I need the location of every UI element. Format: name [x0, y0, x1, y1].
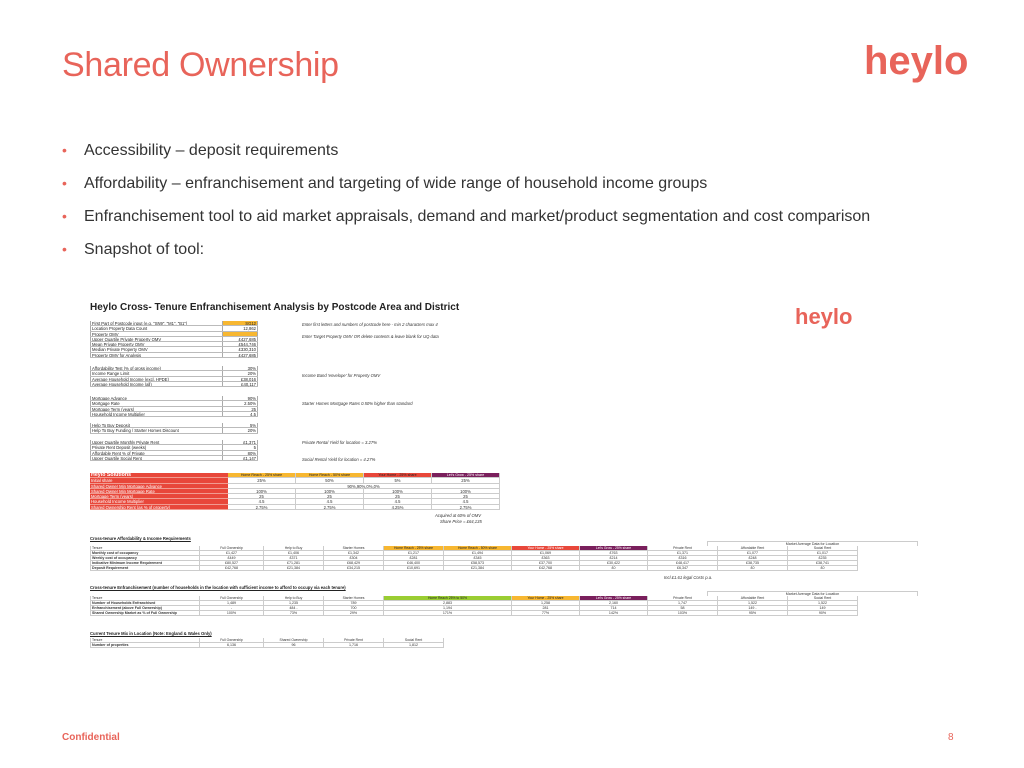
enfranchisement-section-title: Cross-tenure Enfranchisement (number of households in the location with sufficient income to afford to occupy via each tenure) [90, 585, 346, 590]
solutions-title: Heylo Solutions [90, 473, 228, 478]
row-value: £1,147 [222, 456, 258, 460]
cell: 1,747 [648, 601, 718, 605]
cell: Deposit Requirement [90, 566, 200, 570]
cell: 1,258 [512, 601, 580, 605]
row-label: Private Rent Deposit (weeks) [90, 445, 222, 449]
cell: 103% [648, 611, 718, 615]
solutions-note: Share Price = £64,135 [440, 519, 482, 524]
table-row [90, 412, 258, 417]
cell: £281 [384, 556, 444, 560]
cell: 6,136 [200, 643, 264, 647]
row-value: 5% [222, 423, 258, 427]
row-label: Income Range Limit [90, 371, 222, 375]
column-header: Social Rent [788, 546, 858, 550]
cell: 25% [228, 478, 296, 483]
cell: £37,700 [512, 561, 580, 565]
row-value: SG12 [222, 321, 258, 325]
cell: 25 [228, 494, 296, 499]
column-header: Social Rent [788, 596, 858, 600]
cell: £68,429 [324, 561, 384, 565]
cell: £316 [648, 556, 718, 560]
row-value: 20% [222, 371, 258, 375]
row-label: Mean Private Property OMV [90, 342, 222, 346]
cross-enfranchisement-table [90, 596, 858, 616]
market-group-label: Market Average Data for Location [707, 541, 918, 546]
cell: £38,735 [718, 561, 788, 565]
column-header: Starter Homes [324, 546, 384, 550]
cell: £1,217 [384, 551, 444, 555]
note: Enter Target Property OMV OR delete contents & leave blank for UQ data [302, 334, 439, 339]
row-value: 90% [222, 396, 258, 400]
cell: £1,371 [648, 551, 718, 555]
note: Enter first letters and numbers of postcode here - min 2 characters max 4 [302, 322, 438, 327]
row-label: Mortgage Rate [90, 401, 222, 405]
column-header: Tenure [90, 546, 200, 550]
cell: £71,281 [264, 561, 324, 565]
cell: 1,235 [264, 601, 324, 605]
row-label: Average Household Income (excl. HPDE) [90, 377, 222, 381]
row-label: Median Private Property OMV [90, 347, 222, 351]
cell: £235 [788, 556, 858, 560]
cell: 100% [364, 489, 432, 494]
column-header: Home Reach - 25% share [384, 546, 444, 550]
cell: 90%,90%,0%,0% [228, 484, 500, 489]
cell: £1,494 [444, 551, 512, 555]
table-row [90, 428, 258, 433]
cell: £1,017 [788, 551, 858, 555]
column-header: Full Ownership [200, 596, 264, 600]
row-value: £427,685 [222, 337, 258, 341]
cell: Weekly cost of occupancy [90, 556, 200, 560]
row-label: Upper Quartile Monthly Private Rent [90, 440, 222, 444]
cell: £0 [788, 566, 858, 570]
row-label: First Part of Postcode input (e.g. "SN9", "M1", "B1") [90, 321, 222, 325]
row-label: Upper Quartile Private Property OMV [90, 337, 222, 341]
note: Social Rental Yield for location = 4.27% [302, 457, 376, 462]
slide-title: Shared Ownership [62, 46, 339, 84]
cell: £10,691 [384, 566, 444, 570]
cell: £30,422 [580, 561, 648, 565]
cell: 2,883 [384, 601, 512, 605]
row-label: Shared Ownership Rent (as % of property) [90, 505, 228, 510]
cell: 281 [512, 606, 580, 610]
cell: 100% [296, 489, 364, 494]
column-header: Private Rent [324, 638, 384, 642]
snapshot-heylo-logo [795, 304, 895, 330]
heylo-logo [862, 38, 978, 90]
row-value: 2.50% [222, 401, 258, 405]
row-label: Shared Owner Min Mortgage Advance [90, 484, 228, 489]
row-value: £544,746 [222, 342, 258, 346]
cell: 789 [324, 601, 384, 605]
table-row [90, 505, 500, 510]
cell: 142% [580, 611, 648, 615]
row-label: Shared Owner Min Mortgage Rate [90, 489, 228, 494]
current-tenure-title: Current Tenure Mix in Location (Note: England & Wales Only) [90, 631, 212, 636]
column-header: Home Reach - 50% share [296, 473, 364, 478]
current-tenure-table [90, 638, 444, 648]
column-header: Your Home - 25% share [512, 596, 580, 600]
cross-affordability-table [90, 546, 858, 571]
cell: £42,768 [200, 566, 264, 570]
cell: Shared Ownership Market as % of Full Ownership [90, 611, 200, 615]
cell: £21,384 [444, 566, 512, 570]
confidential-label: Confidential [62, 732, 120, 743]
cell: £1,342 [324, 551, 384, 555]
cell: 1,812 [384, 643, 444, 647]
cell: £21,384 [264, 566, 324, 570]
column-header: Full Ownership [200, 546, 264, 550]
cell: £6,347 [648, 566, 718, 570]
cell: 95% [718, 611, 788, 615]
column-header: Your Home - 25% share [364, 473, 432, 478]
row-value: 30% [222, 366, 258, 370]
cell: £763 [580, 551, 648, 555]
table-row [90, 643, 444, 648]
bullet-text: Snapshot of tool: [84, 241, 205, 258]
note: Private Rental Yield for location = 3.27% [302, 440, 377, 445]
cell: 1,194 [384, 606, 512, 610]
table-row [90, 382, 258, 387]
bullet-dot-icon: • [62, 175, 67, 191]
bullet-item [62, 140, 962, 161]
bullet-list [62, 140, 962, 272]
column-header: Social Rent [384, 638, 444, 642]
row-label: Help To Buy Funding / Starter Homes Discount [90, 428, 222, 432]
mortgage-table [90, 396, 258, 417]
cell: Number of Households Enfranchised [90, 601, 200, 605]
cell: £1,069 [512, 551, 580, 555]
cell: 25 [364, 494, 432, 499]
row-label: Mortgage Term (years) [90, 494, 228, 499]
bullet-dot-icon: • [62, 241, 67, 257]
cell: Monthly cost of occupancy [90, 551, 200, 555]
snapshot-logo-text: heylo [795, 304, 853, 329]
cell: 5% [364, 478, 432, 483]
cell: 100% [228, 489, 296, 494]
row-label: Affordable Rent % of Private [90, 451, 222, 455]
cell: £1,406 [264, 551, 324, 555]
row-value: 12,862 [222, 326, 258, 330]
cell: 2,160 [580, 601, 648, 605]
table-row [90, 456, 258, 461]
cell: 25 [296, 494, 364, 499]
column-header: Let's Grow - 25% share [580, 596, 648, 600]
cell: £46,400 [384, 561, 444, 565]
cell: £1,077 [718, 551, 788, 555]
cell: 58 [648, 606, 718, 610]
page-number: 8 [948, 732, 954, 743]
cell: 29% [324, 611, 384, 615]
bullet-text: Accessibility – deposit requirements [84, 142, 339, 159]
row-label: Average Household Income (all) [90, 382, 222, 386]
row-value: 80% [222, 451, 258, 455]
cell: 25 [432, 494, 500, 499]
column-header: Private Rent [648, 596, 718, 600]
cell: £42,768 [512, 566, 580, 570]
cell: 1,522 [788, 601, 858, 605]
column-header: Private Rent [648, 546, 718, 550]
cell: 171% [384, 611, 512, 615]
cell: £48,417 [648, 561, 718, 565]
affordability-note: Incl £1.61 legal Costs p.a. [664, 575, 713, 580]
row-label: Household Income Multiplier [90, 499, 228, 504]
bullet-text: Affordability – enfranchisement and targeting of wide range of household income groups [84, 175, 708, 192]
cell: £58,573 [444, 561, 512, 565]
cell: £248 [718, 556, 788, 560]
cell: - [200, 606, 264, 610]
logo-text: heylo [864, 39, 969, 83]
cell: 100% [200, 611, 264, 615]
market-group-label: Market Average Data for Location [707, 591, 918, 596]
cell: £214 [580, 556, 648, 560]
cell: £0 [718, 566, 788, 570]
cell: 77% [512, 611, 580, 615]
row-value: £40,117 [222, 382, 258, 386]
cell: Number of properties [90, 643, 200, 647]
row-value: 25 [222, 407, 258, 411]
rent-table [90, 440, 258, 461]
cell: 484 - [264, 606, 324, 610]
note: Starter Homes Mortgage Rates 0.50% higher than standard [302, 401, 413, 406]
cell: 4.25% [364, 505, 432, 510]
cell: 149 - [718, 606, 788, 610]
cell: 149 [788, 606, 858, 610]
row-value: £427,685 [222, 353, 258, 357]
bullet-item [62, 206, 962, 227]
column-header: Shared Ownership [264, 638, 324, 642]
row-value: £330,310 [222, 347, 258, 351]
column-header: Affordable Rent [718, 596, 788, 600]
row-label: Property OMV [90, 332, 222, 336]
cell: 100% [432, 489, 500, 494]
column-header: Tenure [90, 638, 200, 642]
cell: 4.5 [296, 499, 364, 504]
affordability-table [90, 366, 258, 387]
row-label: Mortgage Term (years) [90, 407, 222, 411]
bullet-dot-icon: • [62, 208, 67, 224]
column-header: Home Reach - 25% share [228, 473, 296, 478]
cell: 1,489 [200, 601, 264, 605]
cell: 714 [580, 606, 648, 610]
column-header: Your Home - 25% share [512, 546, 580, 550]
snapshot-title: Heylo Cross- Tenure Enfranchisement Analysis by Postcode Area and District [90, 302, 460, 313]
affordability-section-title: Cross-tenure Affordability & Income Requirements [90, 536, 191, 541]
row-value: 20% [222, 428, 258, 432]
cell: £0 [580, 566, 648, 570]
bullet-item [62, 239, 962, 260]
cell: 4.5 [228, 499, 296, 504]
cell: £363 [512, 556, 580, 560]
bullet-dot-icon: • [62, 142, 67, 158]
row-label: Location Property Data Count [90, 326, 222, 330]
cell: £80,527 [200, 561, 264, 565]
column-header: Home Reach - 50% share [444, 546, 512, 550]
column-header: Full Ownership [200, 638, 264, 642]
column-header: Affordable Rent [718, 546, 788, 550]
table-row [90, 353, 258, 358]
cell: £304 [324, 556, 384, 560]
row-label: Initial share [90, 478, 228, 483]
cell: £345 [444, 556, 512, 560]
row-label: Property OMV for Analysis [90, 353, 222, 357]
column-header: Let's Grow - 25% share [580, 546, 648, 550]
cell: 2.75% [228, 505, 296, 510]
cell: 96 [264, 643, 324, 647]
cell: 700 [324, 606, 384, 610]
table-row [90, 566, 858, 571]
cell: £1,427 [200, 551, 264, 555]
row-label: Affordability Test (% of gross income) [90, 366, 222, 370]
row-value: 4.5 [222, 412, 258, 416]
row-label: Upper Quartile Social Rent [90, 456, 222, 460]
column-header: Help to Buy [264, 546, 324, 550]
cell: £371 [264, 556, 324, 560]
bullet-text: Enfranchisement tool to aid market appraisals, demand and market/product segmentation and cost comparison [84, 208, 871, 225]
tool-snapshot [90, 298, 920, 668]
help-to-buy-table [90, 423, 258, 434]
note: Income Band 'envelope' for Property OMV [302, 373, 381, 378]
cell: £38,741 [788, 561, 858, 565]
cell: 4.5 [432, 499, 500, 504]
column-header: Tenure [90, 596, 200, 600]
cell: 4.5 [364, 499, 432, 504]
row-value [222, 332, 258, 336]
row-label: Household Income Multiplier [90, 412, 222, 416]
column-header: Home Reach 25% to 50% [384, 596, 512, 600]
heylo-solutions-table [90, 473, 500, 510]
column-header: Help to Buy [264, 596, 324, 600]
cell: 2.75% [296, 505, 364, 510]
row-value: £1,371 [222, 440, 258, 444]
cell: 1,522 [718, 601, 788, 605]
cell: Indicative Minimum Income Requirement [90, 561, 200, 565]
row-label: Help To Buy Deposit [90, 423, 222, 427]
cell: 2.75% [432, 505, 500, 510]
cell: 90% [788, 611, 858, 615]
cell: 73% [264, 611, 324, 615]
column-header: Let's Grow - 25% share [432, 473, 500, 478]
cell: 25% [432, 478, 500, 483]
cell: £449 [200, 556, 264, 560]
row-value: £38,016 [222, 377, 258, 381]
row-label: Mortgage Advance [90, 396, 222, 400]
solutions-note: Acquired at 60% of OMV [435, 513, 482, 518]
cell: £34,215 [324, 566, 384, 570]
cell: Enfranchisement (above Full Ownership) [90, 606, 200, 610]
bullet-item [62, 173, 962, 194]
cell: 50% [296, 478, 364, 483]
table-row [90, 611, 858, 616]
row-value: 5 [222, 445, 258, 449]
inputs-table [90, 321, 258, 358]
cell: 1,716 [324, 643, 384, 647]
column-header: Starter Homes [324, 596, 384, 600]
